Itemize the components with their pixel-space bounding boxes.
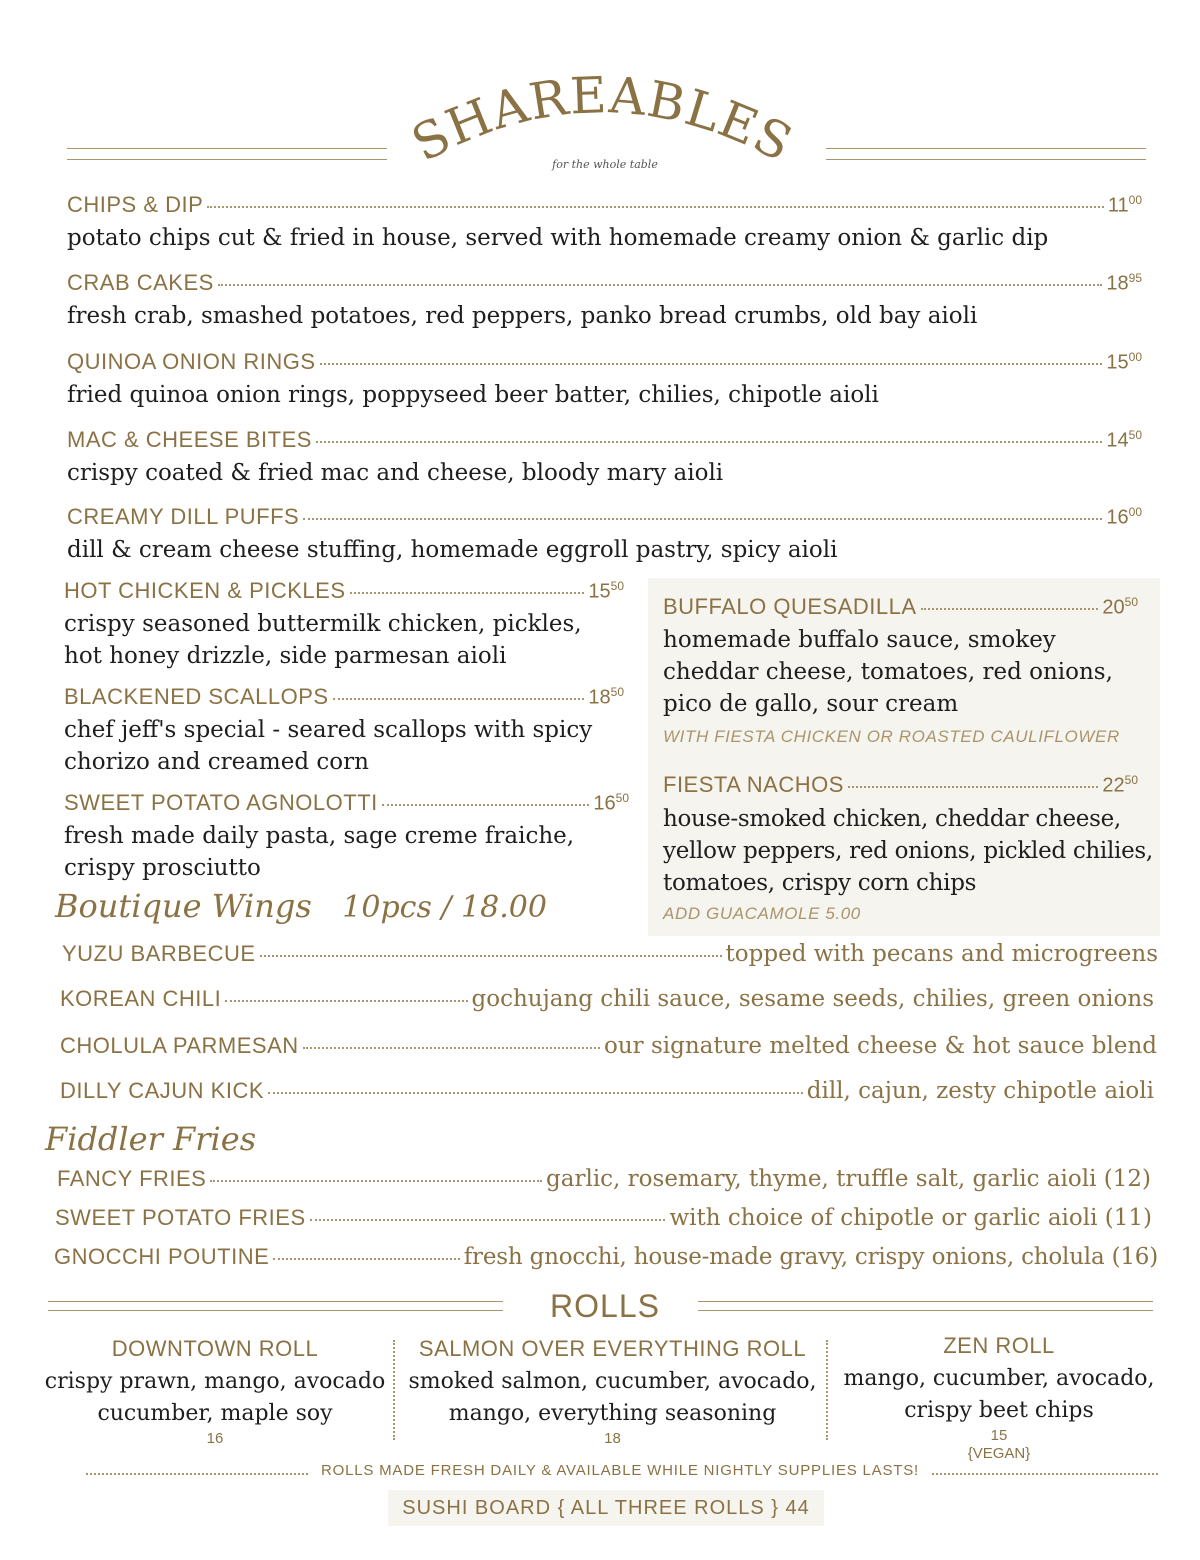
roll-card <box>40 1336 390 1448</box>
item-description: topped with pecans and microgreens <box>725 941 1158 967</box>
item-name: GNOCCHI POUTINE <box>54 1244 270 1269</box>
footnote-rule-left <box>86 1473 308 1475</box>
dot-leader <box>921 608 1099 610</box>
item-price: $22^{50}$ <box>1102 773 1138 797</box>
item-name: CHOLULA PARMESAN <box>60 1033 299 1058</box>
item-name: DILLY CAJUN KICK <box>60 1078 265 1103</box>
roll-description: crispy beet chips <box>904 1398 1094 1423</box>
item-name: FIESTA NACHOS <box>663 772 844 797</box>
roll-price: 16 <box>206 1430 224 1447</box>
roll-price: 18 <box>604 1430 621 1447</box>
item-note: WITH FIESTA CHICKEN OR ROASTED CAULIFLOWER <box>663 727 1120 746</box>
dot-leader <box>350 592 585 594</box>
roll-divider <box>826 1340 828 1440</box>
roll-name: DOWNTOWN ROLL <box>111 1336 319 1361</box>
item-name: QUINOA ONION RINGS <box>67 349 316 374</box>
wings-item-row <box>62 941 1158 967</box>
item-name: CHIPS & DIP <box>67 192 204 217</box>
item-price: $16^{00}$ <box>1106 505 1142 529</box>
menu-item-row <box>67 427 1142 453</box>
dot-leader <box>848 786 1098 788</box>
rolls-rule-left <box>48 1301 503 1311</box>
dot-leader <box>303 518 1102 520</box>
item-description: with choice of chipotle or garlic aioli (11) <box>669 1205 1152 1231</box>
roll-price: 15 <box>990 1427 1008 1444</box>
item-description: fresh made daily pasta, sage creme fraiche, crispy prosciutto <box>64 823 575 881</box>
wings-item-row <box>60 1033 1157 1059</box>
rolls-rule-right <box>698 1301 1153 1311</box>
fries-section-title: Fiddler Fries <box>45 1120 257 1158</box>
header-rule-left <box>67 148 387 160</box>
dot-leader <box>316 441 1102 443</box>
fries-item-row <box>54 1244 1158 1270</box>
menu-item-row <box>663 594 1138 620</box>
menu-item-row <box>67 349 1142 375</box>
header-rule-right <box>826 148 1146 160</box>
dot-leader <box>218 284 1103 286</box>
wings-item-row <box>60 986 1154 1012</box>
roll-card <box>835 1333 1163 1463</box>
menu-item-row <box>663 772 1138 798</box>
footnote-rule-right <box>932 1473 1158 1475</box>
menu-item-row <box>64 684 624 710</box>
roll-divider <box>393 1340 395 1440</box>
item-name: CRAB CAKES <box>67 270 214 295</box>
roll-name: ZEN ROLL <box>943 1333 1055 1358</box>
dot-leader <box>207 206 1104 208</box>
dot-leader <box>310 1219 666 1221</box>
dot-leader <box>273 1258 459 1260</box>
item-price: $18^{50}$ <box>588 685 624 709</box>
dot-leader <box>260 955 722 957</box>
item-description: garlic, rosemary, thyme, truffle salt, garlic aioli (12) <box>546 1166 1151 1192</box>
fries-item-row <box>57 1166 1151 1192</box>
item-name: YUZU BARBECUE <box>62 941 256 966</box>
dot-leader <box>320 363 1103 365</box>
page-title-text: SHAREABLES <box>402 70 802 174</box>
item-price: $11^{00}$ <box>1107 193 1142 217</box>
roll-description: mango, everything seasoning <box>448 1401 777 1426</box>
menu-item-row <box>67 270 1142 296</box>
roll-card <box>400 1336 825 1448</box>
item-name: MAC & CHEESE BITES <box>67 427 312 452</box>
item-description: potato chips cut & fried in house, served with homemade creamy onion & garlic dip <box>67 225 1049 251</box>
item-name: KOREAN CHILI <box>60 986 222 1011</box>
dot-leader <box>303 1047 600 1049</box>
item-name: BUFFALO QUESADILLA <box>663 594 917 619</box>
menu-item-row <box>64 578 624 604</box>
sushi-board-offer: SUSHI BOARD { ALL THREE ROLLS } 44 <box>388 1490 824 1526</box>
item-price: $20^{50}$ <box>1102 595 1138 619</box>
roll-description: mango, cucumber, avocado, <box>843 1366 1155 1391</box>
dot-leader <box>268 1092 803 1094</box>
item-description: fried quinoa onion rings, poppyseed beer batter, chilies, chipotle aioli <box>67 382 879 408</box>
rolls-section-title: ROLLS <box>550 1288 660 1324</box>
item-name: CREAMY DILL PUFFS <box>67 504 300 529</box>
menu-item-row <box>67 504 1142 530</box>
item-name: SWEET POTATO FRIES <box>55 1205 306 1230</box>
item-price: $18^{95}$ <box>1106 271 1142 295</box>
vegan-label: {VEGAN} <box>967 1445 1031 1462</box>
rolls-footnote: ROLLS MADE FRESH DAILY & AVAILABLE WHILE NIGHTLY SUPPLIES LASTS! <box>320 1462 920 1479</box>
item-description: crispy seasoned buttermilk chicken, pickles, hot honey drizzle, side parmesan aioli <box>64 611 582 669</box>
item-description: dill, cajun, zesty chipotle aioli <box>806 1078 1154 1104</box>
item-description: fresh crab, smashed potatoes, red peppers, panko bread crumbs, old bay aioli <box>67 303 978 329</box>
item-description: homemade buffalo sauce, smokey cheddar cheese, tomatoes, red onions, pico de gallo, sour cream <box>663 627 1113 717</box>
item-price: $15^{50}$ <box>588 579 624 603</box>
wings-item-row <box>60 1078 1154 1104</box>
menu-item-row <box>67 192 1142 218</box>
wings-section-title: Boutique Wings 10pcs / 18.00 <box>55 887 547 925</box>
item-price: $16^{50}$ <box>593 791 629 815</box>
roll-description: smoked salmon, cucumber, avocado, <box>408 1369 817 1394</box>
item-name: HOT CHICKEN & PICKLES <box>64 578 346 603</box>
item-name: BLACKENED SCALLOPS <box>64 684 329 709</box>
item-description: chef jeff's special - seared scallops with spicy chorizo and creamed corn <box>64 717 593 775</box>
dot-leader <box>333 698 585 700</box>
dot-leader <box>225 1000 467 1002</box>
item-description: our signature melted cheese & hot sauce blend <box>603 1033 1157 1059</box>
dot-leader <box>382 804 590 806</box>
item-note: ADD GUACAMOLE 5.00 <box>663 904 861 923</box>
item-description: dill & cream cheese stuffing, homemade eggroll pastry, spicy aioli <box>67 537 838 563</box>
item-price: $15^{00}$ <box>1106 350 1142 374</box>
item-name: FANCY FRIES <box>57 1166 207 1191</box>
roll-description: crispy prawn, mango, avocado <box>44 1369 386 1394</box>
item-name: SWEET POTATO AGNOLOTTI <box>64 790 378 815</box>
menu-item-row <box>64 790 629 816</box>
roll-name: SALMON OVER EVERYTHING ROLL <box>418 1336 807 1361</box>
item-description: gochujang chili sauce, sesame seeds, chilies, green onions <box>471 986 1154 1012</box>
roll-description: cucumber, maple soy <box>97 1401 333 1426</box>
item-description: fresh gnocchi, house-made gravy, crispy onions, cholula (16) <box>463 1244 1158 1270</box>
fries-item-row <box>55 1205 1152 1231</box>
dot-leader <box>210 1180 542 1182</box>
item-price: $14^{50}$ <box>1106 428 1142 452</box>
tagline: for the whole table <box>552 158 658 171</box>
item-description: house-smoked chicken, cheddar cheese, yellow peppers, red onions, pickled chilies, tomatoes, crispy corn chips <box>663 806 1153 896</box>
item-description: crispy coated & fried mac and cheese, bloody mary aioli <box>67 460 724 486</box>
